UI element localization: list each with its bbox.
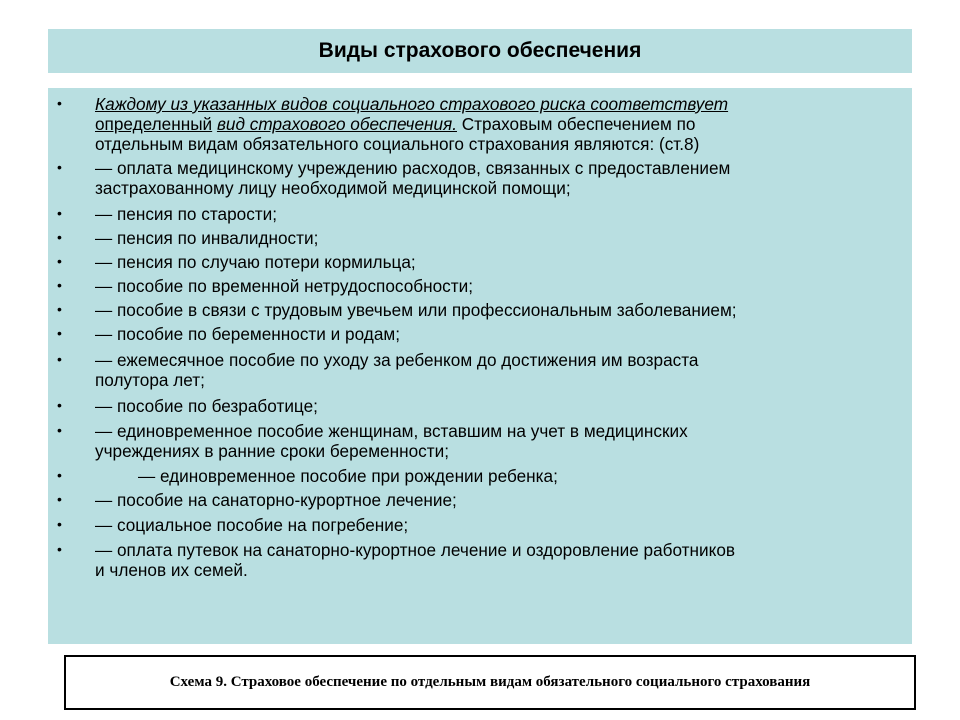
bullet: • [57, 95, 62, 111]
caption-box [64, 655, 916, 710]
title-bar [48, 29, 912, 73]
content-box [48, 88, 912, 644]
list-item-text: — пособие в связи с трудовым увечьем или профессиональным заболеванием; [95, 300, 737, 320]
list-item-text [95, 158, 905, 198]
item-line: полутора лет; [95, 370, 205, 390]
intro-part2: определенный [95, 114, 213, 134]
intro-part3: вид страхового обеспечения. [216, 114, 457, 134]
item-line: и членов их семей. [95, 560, 248, 580]
list-item-text: — социальное пособие на погребение; [95, 515, 409, 535]
item-line: — оплата путевок на санаторно-курортное лечение и оздоровление работников [95, 540, 736, 560]
bullet: • [57, 351, 62, 367]
bullet: • [57, 277, 62, 293]
list-item-text [95, 421, 905, 461]
list-item-text: — пенсия по инвалидности; [95, 228, 319, 248]
bullet: • [57, 325, 62, 341]
bullet: • [57, 491, 62, 507]
list-item-text: — пособие по безработице; [95, 396, 318, 416]
bullet: • [57, 301, 62, 317]
list-item-text: — пенсия по старости; [95, 204, 278, 224]
page-title: Виды страхового обеспечения [318, 39, 642, 62]
bullet: • [57, 516, 62, 532]
bullet: • [57, 159, 62, 175]
list-item-text: — пособие по беременности и родам; [95, 324, 400, 344]
bullet: • [57, 422, 62, 438]
list-item-text [95, 94, 905, 154]
bullet: • [57, 467, 62, 483]
item-line: — единовременное пособие женщинам, вставшим на учет в медицинских [95, 421, 688, 441]
list-item-text: — пособие на санаторно-курортное лечение; [95, 490, 457, 510]
bullet: • [57, 229, 62, 245]
intro-part1: Каждому из указанных видов социального страхового риска соответствует [95, 94, 729, 114]
caption: Схема 9. Страховое обеспечение по отдельным видам обязательного социального страхования [169, 674, 811, 690]
list-item-text [95, 540, 905, 580]
bullet: • [57, 541, 62, 557]
list-item-text: — пенсия по случаю потери кормильца; [95, 252, 416, 272]
item-line: застрахованному лицу необходимой медицинской помощи; [95, 178, 571, 198]
intro-part4: Страховым обеспечением по [456, 114, 696, 134]
list-item-text: — единовременное пособие при рождении ребенка; [138, 466, 558, 486]
bullet: • [57, 253, 62, 269]
bullet: • [57, 397, 62, 413]
item-line: — ежемесячное пособие по уходу за ребенком до достижения им возраста [95, 350, 699, 370]
bullet: • [57, 205, 62, 221]
item-line: — оплата медицинскому учреждению расходов, связанных с предоставлением [95, 158, 731, 178]
list-item-text: — пособие по временной нетрудоспособности; [95, 276, 474, 296]
intro-line3: отдельным видам обязательного социального страхования являются: (ст.8) [95, 134, 700, 154]
item-line: учреждениях в ранние сроки беременности; [95, 441, 449, 461]
list-item-text [95, 350, 905, 390]
